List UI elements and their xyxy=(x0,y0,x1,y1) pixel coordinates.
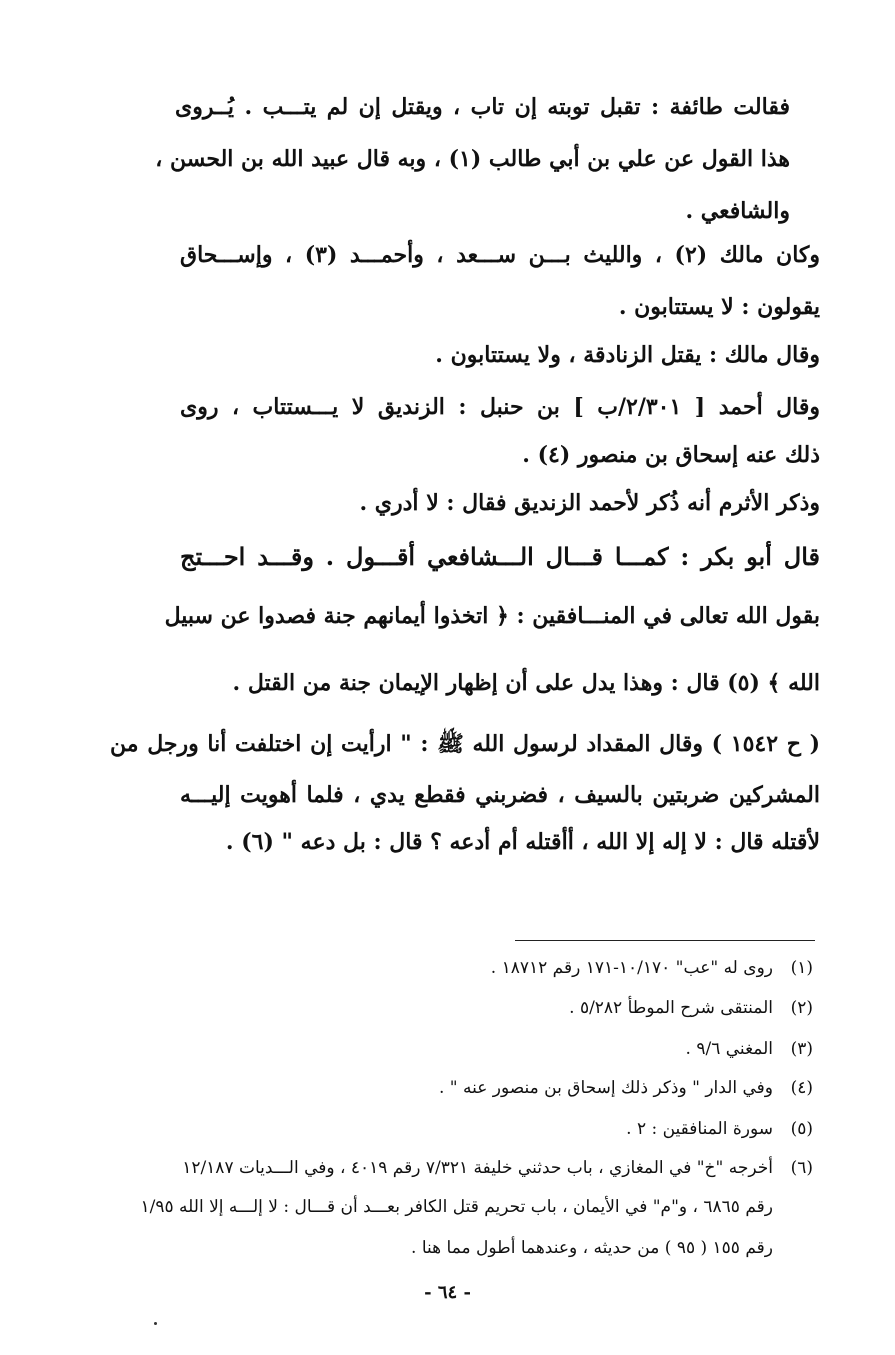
footnote-3 xyxy=(108,1041,813,1058)
footnote-1 xyxy=(108,960,813,977)
footnote-6-continuation-1: رقم ٦٨٦٥ ، و"م" في الأيمان ، باب تحريم قتل الكافر بعـــد أن قـــال : لا إلـــه إلا الله ١/٩٥ xyxy=(140,1197,773,1217)
footnote-text: وفي الدار " وذكر ذلك إسحاق بن منصور عنه " . xyxy=(438,1078,773,1098)
footnote-6 xyxy=(108,1160,813,1177)
body-line-2: هذا القول عن علي بن أبي طالب (١) ، وبه قال عبيد الله بن الحسن ، xyxy=(155,146,790,172)
page-number: - ٦٤ - xyxy=(424,1282,471,1303)
footnote-5 xyxy=(108,1121,813,1138)
footnote-number: (٢) xyxy=(790,998,813,1018)
hadith-line-1: ( ح ١٥٤٢ ) وقال المقداد لرسول الله ﷺ : " ارأيت إن اختلفت أنا ورجل من xyxy=(110,731,821,757)
scan-speck xyxy=(154,1322,157,1325)
body-line-10: قال أبو بكر : كمـــا قـــال الـــشافعي أقـــول . وقـــد احـــتج xyxy=(180,542,820,571)
body-line-11: بقول الله تعالى في المنـــافقين : ﴿ اتخذوا أيمانهم جنة فصدوا عن سبيل xyxy=(164,603,820,629)
body-line-7: وقال أحمد [ ٢/٣٠١/ب ] بن حنبل : الزنديق لا يـــستتاب ، روى xyxy=(180,394,820,420)
body-line-6: وقال مالك : يقتل الزنادقة ، ولا يستتابون . xyxy=(435,342,820,368)
footnote-4 xyxy=(108,1080,813,1097)
footnote-divider xyxy=(515,940,815,941)
footnote-text: سورة المنافقين : ٢ . xyxy=(626,1119,773,1139)
footnote-6-continuation-2: رقم ١٥٥ ( ٩٥ ) من حديثه ، وعندهما أطول مما هنا . xyxy=(411,1238,773,1258)
footnote-number: (١) xyxy=(790,958,813,978)
hadith-line-3: لأقتله قال : لا إله إلا الله ، أأقتله أم أدعه ؟ قال : بل دعه " (٦) . xyxy=(225,829,820,855)
footnote-number: (٥) xyxy=(790,1119,813,1139)
body-line-12: الله ﴾ (٥) قال : وهذا يدل على أن إظهار الإيمان جنة من القتل . xyxy=(232,670,820,696)
body-line-3: والشافعي . xyxy=(685,198,790,224)
footnote-number: (٣) xyxy=(790,1039,813,1059)
footnote-text: روى له "عب" ١٠/١٧٠-١٧١ رقم ١٨٧١٢ . xyxy=(490,958,773,978)
body-line-5: يقولون : لا يستتابون . xyxy=(618,294,820,320)
footnote-number: (٤) xyxy=(790,1078,813,1098)
body-line-1: فقالت طائفة : تقبل توبته إن تاب ، ويقتل إن لم يتـــب . يُــروى xyxy=(175,94,790,120)
footnote-text: المغني ٩/٦ . xyxy=(685,1039,773,1059)
body-line-9: وذكر الأثرم أنه ذُكر لأحمد الزنديق فقال : لا أدري . xyxy=(359,490,820,516)
body-line-4: وكان مالك (٢) ، والليث بـــن ســـعد ، وأحمـــد (٣) ، وإســـحاق xyxy=(180,242,821,268)
footnote-text: أخرجه "خ" في المغازي ، باب حدثني خليفة ٧/٣٢١ رقم ٤٠١٩ ، وفي الـــديات ١٢/١٨٧ xyxy=(182,1158,773,1178)
footnote-2 xyxy=(108,1000,813,1017)
hadith-line-2: المشركين ضربتين بالسيف ، فضربني فقطع يدي ، فلما أهويت إليـــه xyxy=(180,782,820,808)
footnote-number: (٦) xyxy=(790,1158,813,1178)
body-line-8: ذلك عنه إسحاق بن منصور (٤) . xyxy=(522,442,820,468)
footnote-text: المنتقى شرح الموطأ ٥/٢٨٢ . xyxy=(569,998,773,1018)
